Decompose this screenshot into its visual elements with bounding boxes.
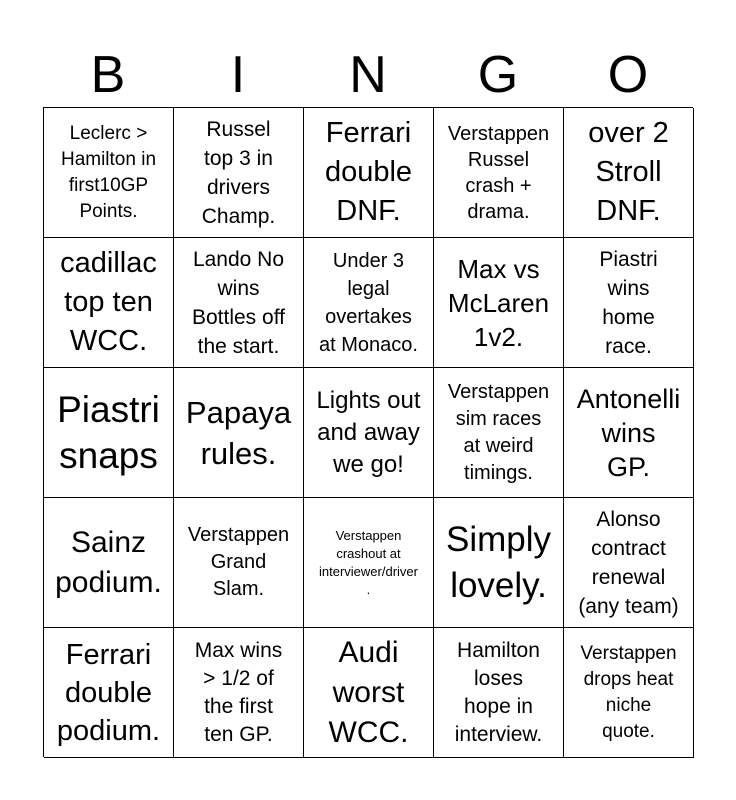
bingo-cell-text: Verstappen crashout at interviewer/driver . bbox=[319, 527, 418, 597]
bingo-cell-text: Ferrari double DNF. bbox=[324, 117, 413, 227]
header-letter-i: I bbox=[230, 46, 246, 104]
bingo-cell-text: Piastri snaps bbox=[57, 388, 160, 476]
bingo-cell-text: Alonso contract renewal (any team) bbox=[578, 507, 679, 618]
bingo-header bbox=[43, 42, 693, 108]
bingo-cell-r1c3[interactable] bbox=[304, 108, 434, 238]
bingo-cell-r5c1[interactable] bbox=[44, 628, 174, 758]
bingo-cell-text: Max wins > 1/2 of the first ten GP. bbox=[194, 638, 283, 746]
header-letter-g: G bbox=[477, 46, 519, 104]
bingo-cell-text: Simply lovely. bbox=[445, 519, 552, 605]
bingo-cell-text: Max vs McLaren 1v2. bbox=[447, 253, 550, 352]
bingo-cell-r5c5[interactable] bbox=[564, 628, 694, 758]
bingo-cell-r3c4[interactable] bbox=[434, 368, 564, 498]
header-letter-n: N bbox=[349, 46, 387, 104]
bingo-cell-r4c5[interactable] bbox=[564, 498, 694, 628]
bingo-cell-text: Ferrari double podium. bbox=[56, 638, 161, 747]
bingo-cell-text: Under 3 legal overtakes at Monaco. bbox=[319, 249, 418, 356]
bingo-cell-r5c3[interactable] bbox=[304, 628, 434, 758]
bingo-cell-text: Lights out and away we go! bbox=[316, 386, 421, 478]
bingo-cell-r1c5[interactable] bbox=[564, 108, 694, 238]
bingo-cell-r3c1[interactable] bbox=[44, 368, 174, 498]
bingo-cell-r5c2[interactable] bbox=[174, 628, 304, 758]
bingo-cell-text: Verstappen Grand Slam. bbox=[187, 524, 290, 600]
bingo-cell-text: Papaya rules. bbox=[185, 394, 292, 471]
bingo-cell-r3c3[interactable] bbox=[304, 368, 434, 498]
bingo-cell-text: Sainz podium. bbox=[55, 525, 162, 599]
bingo-cell-text: Verstappen Russel crash + drama. bbox=[447, 122, 550, 223]
bingo-cell-r4c3[interactable] bbox=[304, 498, 434, 628]
header-letter-o: O bbox=[607, 46, 649, 104]
bingo-cell-text: Lando No wins Bottles off the start. bbox=[191, 247, 285, 358]
bingo-cell-r2c3[interactable] bbox=[304, 238, 434, 368]
bingo-cell-text: over 2 Stroll DNF. bbox=[588, 117, 669, 227]
bingo-cell-r2c1[interactable] bbox=[44, 238, 174, 368]
bingo-cell-r1c2[interactable] bbox=[174, 108, 304, 238]
bingo-cell-text: Verstappen drops heat niche quote. bbox=[580, 642, 677, 742]
bingo-cell-r4c4[interactable] bbox=[434, 498, 564, 628]
bingo-cell-r2c2[interactable] bbox=[174, 238, 304, 368]
bingo-cell-text: Verstappen sim races at weird timings. bbox=[447, 380, 550, 484]
bingo-cell-r2c5[interactable] bbox=[564, 238, 694, 368]
header-letter-b: B bbox=[90, 46, 126, 104]
bingo-cell-r4c1[interactable] bbox=[44, 498, 174, 628]
bingo-cell-text: cadillac top ten WCC. bbox=[60, 247, 157, 357]
bingo-cell-r4c2[interactable] bbox=[174, 498, 304, 628]
bingo-cell-text: Audi worst WCC. bbox=[328, 635, 409, 749]
bingo-grid bbox=[43, 107, 693, 757]
bingo-cell-r3c2[interactable] bbox=[174, 368, 304, 498]
bingo-cell-r2c4[interactable] bbox=[434, 238, 564, 368]
bingo-cell-r3c5[interactable] bbox=[564, 368, 694, 498]
bingo-cell-r1c4[interactable] bbox=[434, 108, 564, 238]
bingo-cell-text: Piastri wins home race. bbox=[599, 247, 658, 358]
bingo-cell-r5c4[interactable] bbox=[434, 628, 564, 758]
bingo-cell-text: Antonelli wins GP. bbox=[576, 383, 681, 482]
bingo-cell-text: Leclerc > Hamilton in first10GP Points. bbox=[60, 122, 157, 222]
bingo-cell-r1c1[interactable] bbox=[44, 108, 174, 238]
bingo-cell-text: Hamilton loses hope in interview. bbox=[454, 638, 543, 746]
bingo-cell-text: Russel top 3 in drivers Champ. bbox=[201, 117, 276, 228]
